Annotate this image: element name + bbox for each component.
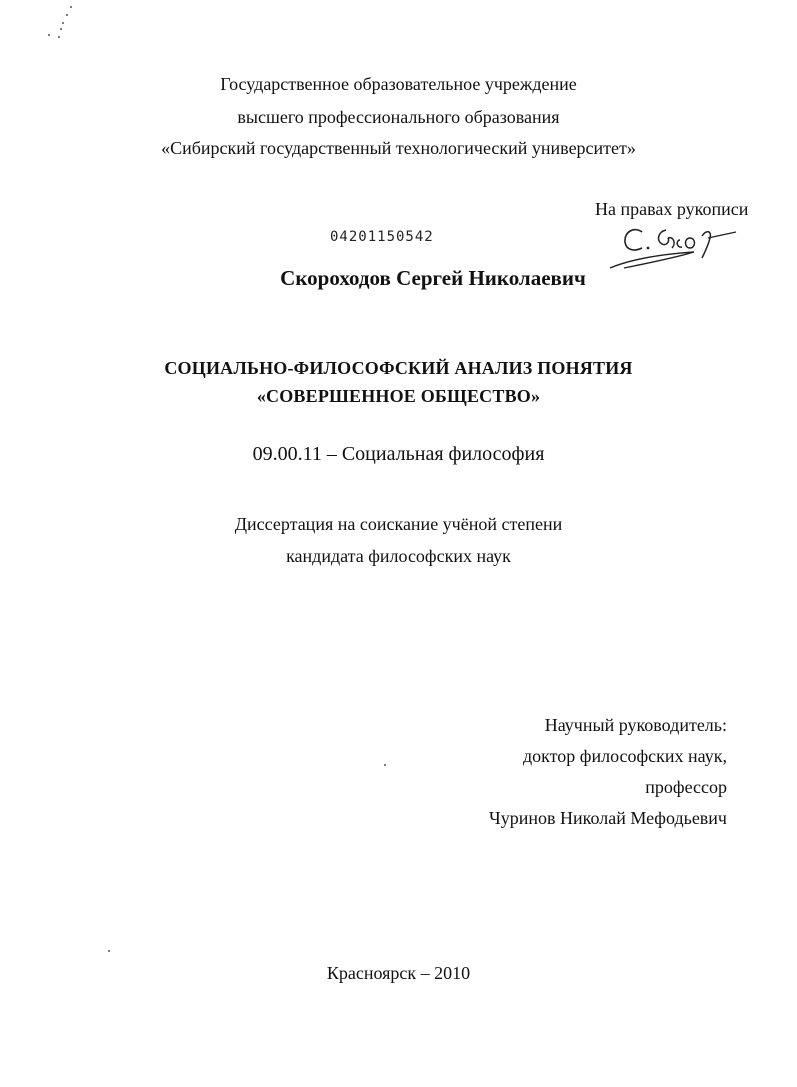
manuscript-note: На правах рукописи bbox=[595, 199, 749, 219]
supervisor-rank: профессор bbox=[645, 777, 727, 797]
city-year: Красноярск – 2010 bbox=[326, 963, 471, 983]
institution-line-2: высшего профессионального образования bbox=[237, 107, 560, 127]
supervisor-name: Чуринов Николай Мефодьевич bbox=[489, 808, 727, 828]
institution-line-1: Государственное образовательное учреждение bbox=[220, 74, 577, 94]
serial-number: 04201150542 bbox=[330, 229, 434, 245]
supervisor-label: Научный руководитель: bbox=[544, 715, 727, 735]
specialty: 09.00.11 – Социальная философия bbox=[252, 443, 545, 465]
dissertation-line-1: Диссертация на соискание учёной степени bbox=[234, 514, 563, 534]
author-name: Скороходов Сергей Николаевич bbox=[280, 266, 586, 290]
scan-speck bbox=[384, 764, 386, 766]
supervisor-degree: доктор философских наук, bbox=[523, 746, 727, 766]
thesis-title-line-1: СОЦИАЛЬНО-ФИЛОСОФСКИЙ АНАЛИЗ ПОНЯТИЯ bbox=[164, 358, 633, 378]
institution-line-3: «Сибирский государственный технологический университет» bbox=[161, 138, 636, 158]
scan-specks bbox=[40, 4, 90, 44]
thesis-title-line-2: «СОВЕРШЕННОЕ ОБЩЕСТВО» bbox=[256, 386, 541, 406]
dissertation-line-2: кандидата философских наук bbox=[286, 546, 511, 566]
scan-speck bbox=[108, 950, 110, 952]
